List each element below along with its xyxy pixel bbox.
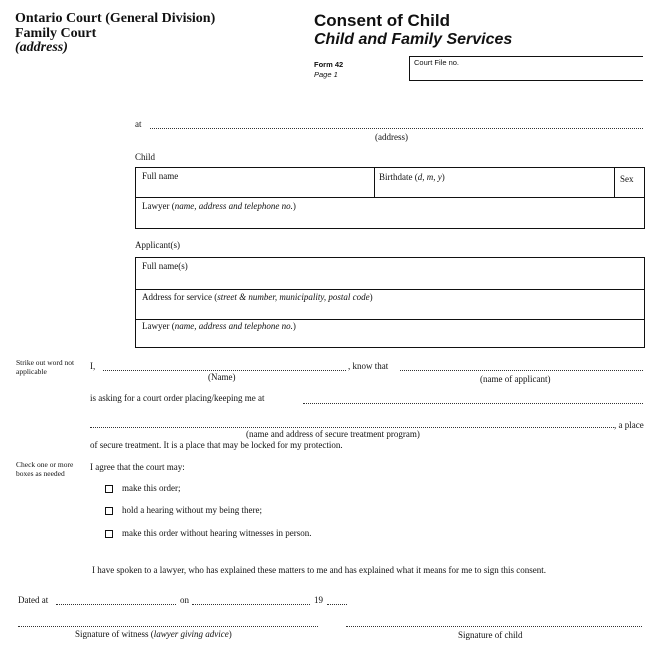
dated-at-label: Dated at (18, 595, 49, 605)
court-file-box[interactable] (409, 56, 643, 81)
name-caption: (Name) (208, 372, 236, 382)
applicant-name-line[interactable] (400, 370, 643, 371)
applicants-section-label: Applicant(s) (135, 240, 180, 250)
a-place-text: , a place (614, 420, 644, 430)
child-row-divider (136, 197, 644, 198)
child-sex-field[interactable]: Sex (620, 174, 634, 184)
secure-treatment-text: of secure treatment. It is a place that may be locked for my protection. (90, 440, 343, 450)
on-label: on (180, 595, 189, 605)
child-col-divider-1 (374, 168, 375, 197)
asking-text: is asking for a court order placing/keeping me at (90, 393, 265, 403)
option-hearing-absent-checkbox[interactable] (105, 507, 113, 515)
court-file-label: Court File no. (414, 58, 460, 67)
date-line[interactable] (192, 604, 310, 605)
at-prefix: at (135, 119, 142, 129)
placement-line-1[interactable] (303, 403, 643, 404)
applicant-lawyer-field[interactable]: Lawyer (name, address and telephone no.) (142, 321, 296, 331)
child-full-name-field[interactable]: Full name (142, 171, 179, 181)
applicants-row-divider-1 (136, 289, 644, 290)
option-make-order-label: make this order; (122, 483, 181, 493)
court-address-caption: (address) (15, 40, 68, 55)
child-table (135, 167, 645, 229)
court-name: Ontario Court (General Division) (15, 11, 216, 26)
applicants-table (135, 257, 645, 348)
page-number: Page 1 (314, 70, 338, 79)
agree-text: I agree that the court may: (90, 462, 185, 472)
name-line[interactable] (103, 370, 346, 371)
child-signature-caption: Signature of child (458, 630, 523, 640)
applicant-name-caption: (name of applicant) (480, 374, 551, 384)
address-caption: (address) (375, 132, 408, 142)
applicants-row-divider-2 (136, 319, 644, 320)
witness-signature-caption: Signature of witness (lawyer giving advice) (75, 629, 232, 639)
option-hearing-absent-label: hold a hearing without my being there; (122, 505, 262, 515)
option-no-witnesses-checkbox[interactable] (105, 530, 113, 538)
program-caption: (name and address of secure treatment program) (246, 429, 420, 439)
option-no-witnesses-label: make this order without hearing witnesses in person. (122, 528, 312, 538)
child-section-label: Child (135, 152, 156, 162)
lawyer-statement: I have spoken to a lawyer, who has explained these matters to me and has explained what it means for me to sign this consent. (92, 565, 547, 575)
witness-signature-line[interactable] (18, 626, 318, 627)
court-address-line[interactable] (150, 128, 643, 129)
placement-line-2[interactable] (90, 427, 614, 428)
i-prefix: I, (90, 361, 96, 371)
form-title: Consent of Child (314, 11, 450, 30)
form-number: Form 42 (314, 60, 344, 69)
check-boxes-sidenote: Check one or more boxes as needed (16, 460, 74, 478)
applicant-full-names-field[interactable]: Full name(s) (142, 261, 188, 271)
applicant-address-field[interactable]: Address for service (street & number, municipality, postal code) (142, 292, 373, 302)
know-that-text: , know that (348, 361, 389, 371)
court-file-underline (409, 80, 643, 81)
year-prefix: 19 (314, 595, 323, 605)
year-line[interactable] (327, 604, 347, 605)
child-col-divider-2 (614, 168, 615, 197)
child-birthdate-field[interactable]: Birthdate (d, m, y) (379, 172, 445, 182)
child-lawyer-field[interactable]: Lawyer (name, address and telephone no.) (142, 201, 296, 211)
child-signature-line[interactable] (346, 626, 642, 627)
dated-at-line[interactable] (56, 604, 176, 605)
court-division: Family Court (15, 26, 97, 41)
strike-out-sidenote: Strike out word not applicable (16, 358, 75, 376)
form-subtitle: Child and Family Services (314, 31, 513, 48)
option-make-order-checkbox[interactable] (105, 485, 113, 493)
